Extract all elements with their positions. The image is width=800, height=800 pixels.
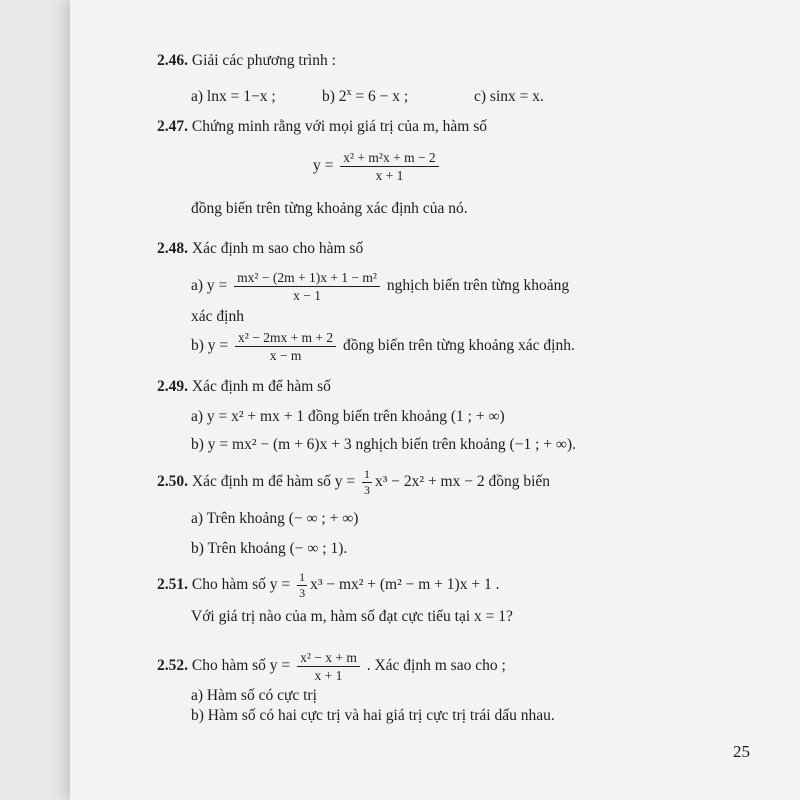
problem-number: 2.48. (157, 240, 188, 257)
problem-text: Xác định m sao cho hàm số (191, 240, 364, 257)
item-a: a) Hàm số có cực trị (191, 687, 317, 704)
item-b: b) Hàm số có hai cực trị và hai giá trị cực trị trái dấu nhau. (191, 707, 555, 724)
fraction: $\frac{\text{x² − x + m}}{x + 1}$ (297, 650, 360, 683)
problem-number: 2.52. (157, 657, 188, 675)
fraction: $\frac{\text{x² + m²x + m − 2}}{x + 1}$ (340, 150, 438, 183)
item-b: b) y = mx² − (m + 6)x + 3 nghịch biến trên khoảng (−1 ; + ∞). (191, 436, 576, 453)
problem-number: 2.49. (157, 378, 188, 395)
item-b: b) Trên khoảng (− ∞ ; 1). (191, 540, 348, 557)
problem-2-46 (157, 52, 336, 70)
item-a-cont: xác định (191, 308, 244, 325)
problem-2-52: 2.52. Cho hàm số y = $\frac{\text{x² − x + m}}{x + 1}$ . Xác định m sao cho ; (157, 650, 506, 683)
page-number: 25 (733, 742, 750, 761)
item-a: a) y = x² + mx + 1 đồng biến trên khoảng (1 ; + ∞) (191, 408, 505, 425)
problem-number: 2.46. (157, 52, 188, 69)
problem-text-cont: đồng biến trên từng khoảng xác định của nó. (191, 200, 468, 217)
problem-number: 2.50. (157, 473, 188, 491)
item-a: a) lnx = 1−x ; (191, 88, 276, 105)
fraction: $\frac{\text{x² − 2mx + m + 2}}{x - m}$ (235, 330, 336, 363)
item-a: a) y = $\frac{\text{mx² − (2m + 1)x + 1 − m²}}{x - 1}$ nghịch biến trên từng khoảng (191, 270, 570, 303)
problem-2-47 (157, 118, 487, 136)
item-c: c) sinx = x. (474, 88, 544, 105)
fraction: $\frac{1}{3}$ (364, 467, 371, 497)
problem-text: Giải các phương trình : (191, 52, 336, 69)
problem-number: 2.51. (157, 576, 188, 594)
item-a: a) Trên khoảng (− ∞ ; + ∞) (191, 510, 359, 527)
problem-2-48 (157, 240, 363, 258)
problem-question: Với giá trị nào của m, hàm số đạt cực tiểu tại x = 1? (191, 608, 513, 625)
fraction: $\frac{\text{mx² − (2m + 1)x + 1 − m²}}{x - 1}$ (234, 270, 380, 303)
problem-2-50: 2.50. Xác định m để hàm số y = $\frac{1}{3}$ x³ − 2x² + mx − 2 đồng biến (157, 467, 551, 497)
fraction: $\frac{1}{3}$ (299, 570, 306, 600)
problem-text: Xác định m để hàm số (191, 378, 331, 395)
formula-2-47: y = $\frac{\text{x² + m²x + m − 2}}{x + 1}$ (313, 150, 442, 183)
problem-2-49 (157, 378, 331, 396)
problem-text: Chứng minh rằng với mọi giá trị của m, hàm số (191, 118, 488, 135)
problem-number: 2.47. (157, 118, 188, 135)
problem-2-51: 2.51. Cho hàm số y = $\frac{1}{3}$ x³ − mx² + (m² − m + 1)x + 1 . (157, 570, 500, 600)
item-b: b) y = $\frac{\text{x² − 2mx + m + 2}}{x - m}$ đồng biến trên từng khoảng xác định. (191, 330, 575, 363)
item-b: b) $2^x = 6 - x$ ; (322, 87, 409, 105)
